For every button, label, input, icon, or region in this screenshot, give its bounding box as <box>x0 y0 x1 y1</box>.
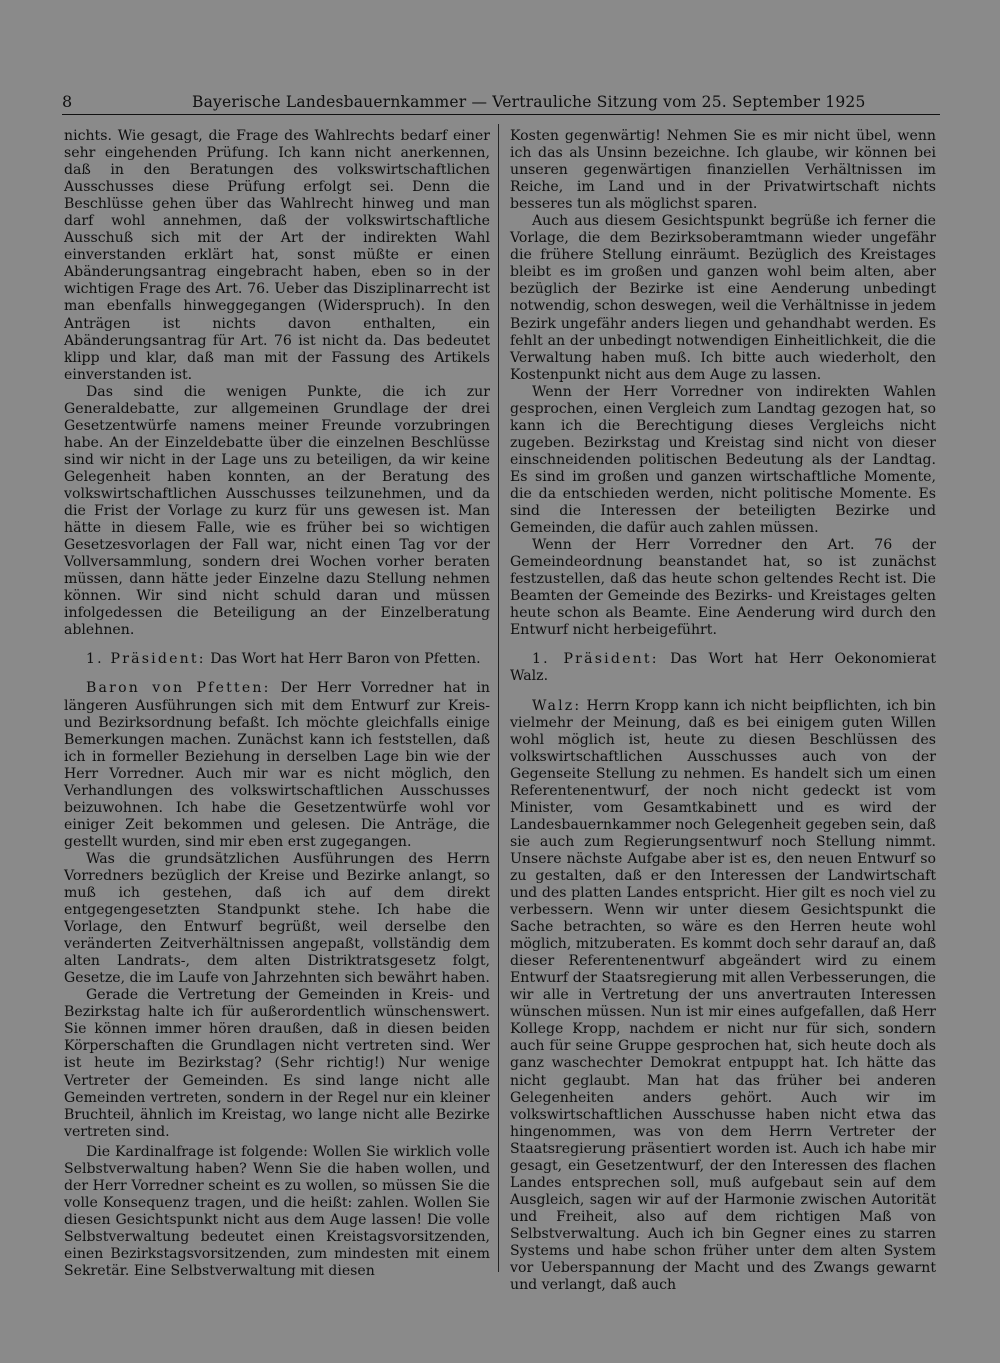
speaker-paragraph <box>510 651 936 685</box>
paragraph: Wenn der Herr Vorredner von indirekten Wahlen gesprochen, einen Vergleich zum Landtag gezogen hat, so kann ich die Berechtigung dieses Vergleichs nicht zugeben. Bezirkstag und Kreistag sind nicht von dieser einschneidenden politischen Bedeutung als der Landtag. Es sind im großen und ganzen wirtschaftliche Momente, die da entschieden werden, nicht politische Momente. Es sind die Interessen der beteiligten Bezirke und Gemeinden, die dafür auch zahlen müssen. <box>510 383 936 537</box>
speaker-paragraph <box>510 698 936 1295</box>
speaker-paragraph <box>64 680 490 850</box>
running-title: Bayerische Landesbauernkammer — Vertrauliche Sitzung vom 25. September 1925 <box>192 93 866 111</box>
speaker-text: Das Wort hat Herr Oekonomierat Walz. <box>510 651 936 685</box>
paragraph: nichts. Wie gesagt, die Frage des Wahlrechts bedarf einer sehr eingehenden Prüfung. Ich kann nicht anerkennen, daß in den Beratungen des volkswirtschaftlichen Ausschusses diese Prüfung erfolgt sei. Denn die Beschlüsse gehen über das Wahlrecht hinweg und man darf wohl annehmen, daß der volkswirtschaftliche Ausschuß sich mit der Art der indirekten Wahl einverstanden erklärt hat, sonst müßte er einen Abänderungsantrag eingebracht haben, eben so in der wichtigen Frage des Art. 76. Ueber das Disziplinarrecht ist man ebenfalls hinweggegangen (Widerspruch). In den Anträgen ist nichts davon enthalten, ein Abänderungsantrag für Art. 76 ist nicht da. Das bedeutet klipp und klar, daß man mit der Fassung des Artikels einverstanden ist. <box>64 128 490 383</box>
speaker-text: Das Wort hat Herr Baron von Pfetten. <box>205 651 481 668</box>
speaker-name: Walz: <box>532 697 582 714</box>
speaker-text: Der Herr Vorredner hat in längeren Ausführungen sich mit dem Entwurf zur Kreis- und Bezirksordnung befaßt. Ich möchte gleichfalls einige Bemerkungen machen. Zunächst kann ich feststellen, daß ich in formeller Beziehung in derselben Lage bin wie der Herr Vorredner. Auch mir war es nicht möglich, den Verhandlungen des volkswirtschaftlichen Ausschusses beizuwohnen. Ich habe die Gesetzentwürfe wohl vor einiger Zeit bekommen und gelesen. Die Anträge, die gestellt wurden, sind mir eben erst zugegangen. <box>64 680 490 850</box>
paragraph: Kosten gegenwärtig! Nehmen Sie es mir nicht übel, wenn ich das als Unsinn bezeichne. Ich glaube, wir können bei unseren gegenwärtigen finanziellen Verhältnissen im Reiche, im Land und in der Privatwirtschaft nichts besseres tun als möglichst sparen. <box>510 128 936 213</box>
speaker-paragraph <box>64 651 490 668</box>
paragraph: Die Kardinalfrage ist folgende: Wollen Sie wirklich volle Selbstverwaltung haben? Wenn Sie die haben wollen, und der Herr Vorredner scheint es zu wollen, so müssen Sie die volle Konsequenz tragen, und die heißt: zahlen. Wollen Sie diesen Gesichtspunkt nicht aus dem Auge lassen! Die volle Selbstverwaltung bedeutet einen Kreistagsvorsitzenden, einen Bezirkstagsvorsitzenden, zum mindesten mit einem Sekretär. Eine Selbstverwaltung mit diesen <box>64 1143 490 1280</box>
column-divider <box>498 124 499 1272</box>
paragraph: Das sind die wenigen Punkte, die ich zur Generaldebatte, zur allgemeinen Grundlage der drei Gesetzentwürfe namens meiner Freunde vorzubringen habe. An der Einzeldebatte über die einzelnen Beschlüsse sind wir nicht in der Lage uns zu beteiligen, da wir keine Gelegenheit haben konnten, an der Beratung des volkswirtschaftlichen Ausschusses teilzunehmen, und da die Frist der Vorlage zu kurz für uns gewesen ist. Man hätte in diesem Falle, wie es früher bei so wichtigen Gesetzesvorlagen der Fall war, nicht einen Tag vor der Vollversammlung, sondern drei Wochen vorher beraten müssen, dann hätte jeder Einzelne dazu Stellung nehmen können. Wir sind nicht schuld daran und müssen infolgedessen die Beteiligung an der Einzelberatung ablehnen. <box>64 383 490 639</box>
paragraph: Wenn der Herr Vorredner den Art. 76 der Gemeindeordnung beanstandet hat, so ist zunächst festzustellen, daß das heute schon geltendes Recht ist. Die Beamten der Gemeinde des Bezirks- und Kreistages gelten heute schon als Beamte. Eine Aenderung wird durch den Entwurf nicht herbeigeführt. <box>510 537 936 639</box>
speaker-name: 1. Präsident: <box>86 651 206 668</box>
header-rule <box>62 114 940 115</box>
paragraph: Gerade die Vertretung der Gemeinden in Kreis- und Bezirkstag halte ich für außerordentlich wünschenswert. Sie können immer hören draußen, daß in diesen beiden Körperschaften die Grundlagen nicht vertreten sind. Wer ist heute im Bezirkstag? (Sehr richtig!) Nur wenige Vertreter der Gemeinden. Es sind lange nicht alle Gemeinden vertreten, sondern in der Regel nur ein kleiner Bruchteil, ähnlich im Kreistag, wo lange nicht alle Bezirke vertreten sind. <box>64 987 490 1140</box>
speaker-name: 1. Präsident: <box>532 651 659 668</box>
page-header <box>62 92 940 116</box>
left-column <box>64 128 490 1280</box>
speaker-text: Herrn Kropp kann ich nicht beipflichten, ich bin vielmehr der Meinung, daß es bei einigem guten Willen wohl möglich ist, heute zu diesen Beschlüssen des volkswirtschaftlichen Ausschusses auch von der Gegenseite Stellung zu nehmen. Es handelt sich um einen Referentenentwurf, der noch nicht gedeckt ist vom Minister, vom Gesamtkabinett und es wird der Landesbauernkammer noch Gelegenheit gegeben sein, daß sie auch zum Regierungsentwurf noch Stellung nimmt. Unsere nächste Aufgabe aber ist es, den neuen Entwurf so zu gestalten, daß er den Interessen der Landwirtschaft und des platten Landes entspricht. Hier gilt es noch viel zu verbessern. Wenn wir unter diesem Gesichtspunkt die Sache betrachten, so wäre es den Herren heute wohl möglich, mitzuberaten. Es kommt doch sehr darauf an, daß dieser Referentenentwurf abgeändert wird zu einem Entwurf der Staatsregierung mit allen Verbesserungen, die wir alle in Vertretung der uns anvertrauten Interessen wünschen müssen. Nun ist mir eines aufgefallen, daß Herr Kollege Kropp, nachdem er nicht nur für sich, sondern auch für seine Gruppe gesprochen hat, sich heute doch als ganz waschechter Demokrat entpuppt hat. Ich hätte das nicht geglaubt. Man hat das früher bei anderen Gelegenheiten anders gehört. Auch wir im volkswirtschaftlichen Ausschusse haben nicht etwa das hingenommen, was von dem Herrn Vertreter der Staatsregierung präsentiert worden ist. Auch ich habe mir gesagt, ein Gesetzentwurf, der den Interessen des flachen Landes entsprechen soll, muß aufgebaut sein auf dem Ausgleich, sagen wir auf der Harmonie zwischen Autorität und Freiheit, also auf dem richtigen Maß von Selbstverwaltung. Auch ich bin Gegner eines zu starren Systems und habe schon früher unter dem alten System vor Ueberspannung der Macht und des Zwangs gewarnt und verlangt, daß auch <box>510 697 936 1294</box>
page-number: 8 <box>62 92 73 111</box>
paragraph: Was die grundsätzlichen Ausführungen des Herrn Vorredners bezüglich der Kreise und Bezirke anlangt, so muß ich gestehen, daß ich auf dem direkt entgegengesetzten Standpunkt stehe. Ich habe die Vorlage, den Entwurf begrüßt, weil derselbe den veränderten Zeitverhältnissen angepaßt, vollständig dem alten Landrats-, dem alten Distriktratsgesetz folgt, Gesetze, die im Laufe von Jahrzehnten sich bewährt haben. <box>64 850 490 987</box>
speaker-name: Baron von Pfetten: <box>86 680 271 697</box>
paragraph: Auch aus diesem Gesichtspunkt begrüße ich ferner die Vorlage, die dem Bezirksoberamtmann wieder ungefähr die frühere Stellung einräumt. Bezüglich des Kreistages bleibt es im großen und ganzen wohl beim alten, aber bezüglich der Bezirke ist eine Aenderung unbedingt notwendig, schon deswegen, weil die Verhältnisse in jedem Bezirk ungefähr anders liegen und gehandhabt werden. Es fehlt an der unbedingt notwendigen Einheitlichkeit, die die Verwaltung haben muß. Ich bitte auch wiederholt, den Kostenpunkt nicht aus dem Auge zu lassen. <box>510 213 936 383</box>
right-column <box>510 128 936 1294</box>
